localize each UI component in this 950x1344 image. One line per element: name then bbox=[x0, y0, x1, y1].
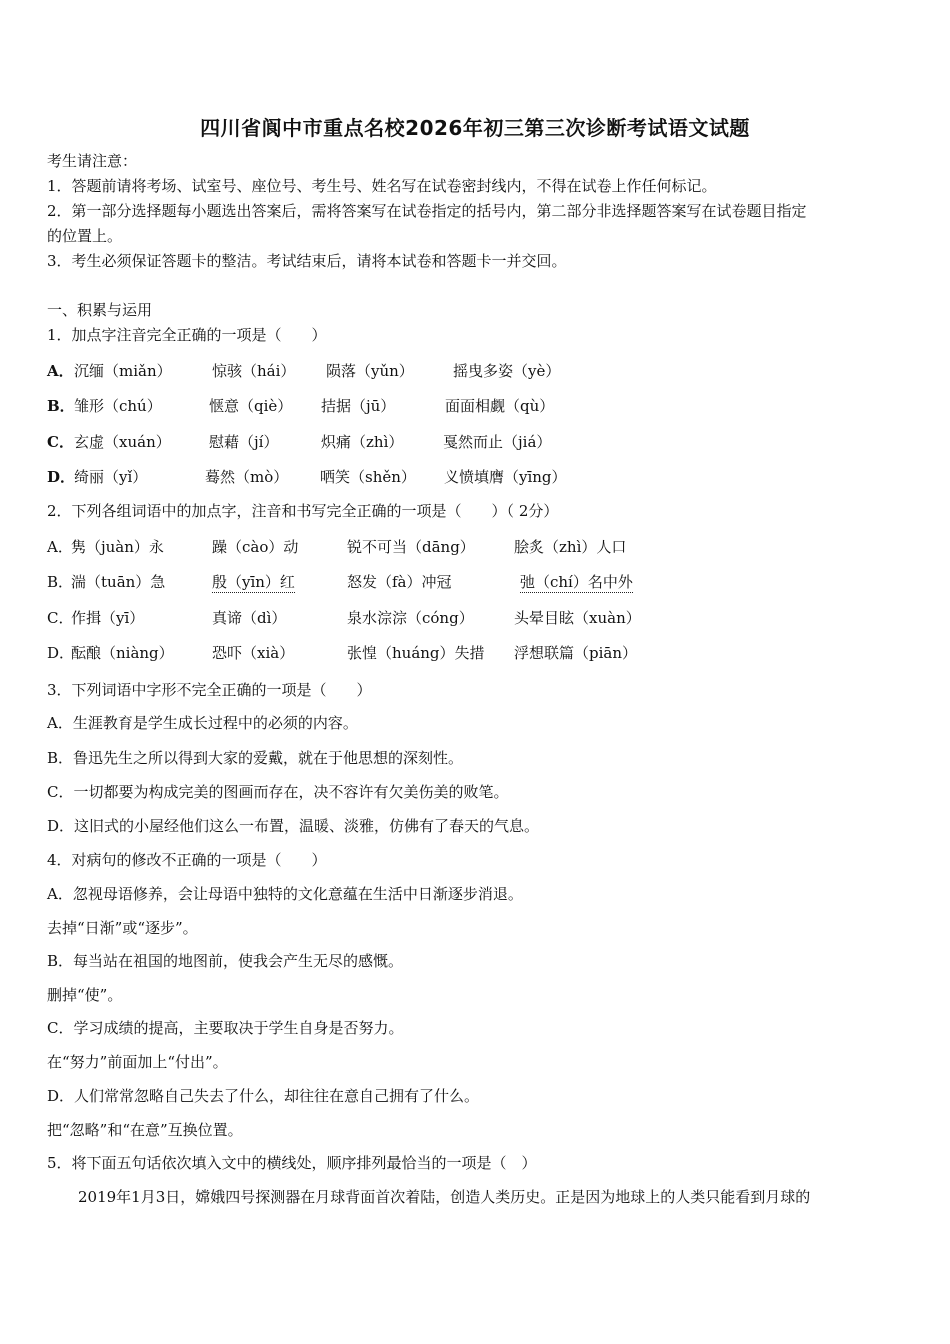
q2-option-b-item-2: 殷（yīn）红 bbox=[212, 573, 295, 591]
q4-option-d-fix: 把“忽略”和“在意”互换位置。 bbox=[47, 1121, 243, 1139]
q4-option-b: B．每当站在祖国的地图前，使我会产生无尽的感慨。 bbox=[47, 952, 404, 970]
option-label: A． bbox=[47, 362, 74, 380]
q4-option-c-fix: 在“努力”前面加上“付出”。 bbox=[47, 1053, 228, 1071]
q4-option-b-fix: 删掉“使”。 bbox=[47, 986, 123, 1004]
q3-option-a: A．生涯教育是学生成长过程中的必须的内容。 bbox=[47, 714, 358, 732]
notice-item-2-cont: 的位置上。 bbox=[47, 227, 123, 245]
q2-option-a-label: A． bbox=[47, 538, 73, 556]
q2-option-a-item-2: 躁（cào）动 bbox=[212, 538, 299, 556]
q1-option-b-item-1: 雏形（chú） bbox=[74, 397, 162, 415]
q2-stem: 2．下列各组词语中的加点字，注音和书写完全正确的一项是（ ）（ 2分） bbox=[47, 502, 559, 520]
q4-option-a-fix: 去掉“日渐”或“逐步”。 bbox=[47, 919, 198, 937]
option-label: C． bbox=[47, 433, 74, 451]
q2-option-c-label: C． bbox=[47, 609, 74, 627]
q3-option-d: D．这旧式的小屋经他们这么一布置，温暖、淡雅，仿佛有了春天的气息。 bbox=[47, 817, 540, 835]
q2-option-d-item-3: 张惶（huáng）失措 bbox=[347, 644, 485, 662]
q4-stem: 4．对病句的修改不正确的一项是（ ） bbox=[47, 851, 327, 869]
option-label: D． bbox=[47, 468, 76, 486]
q1-option-c-item-2: 慰藉（jí） bbox=[209, 433, 279, 451]
q2-option-a-item-1: 隽（juàn）永 bbox=[71, 538, 164, 556]
q2-option-b-item-4: 弛（chí）名中外 bbox=[520, 573, 633, 591]
q2-option-d-item-1: 酝酿（niàng） bbox=[71, 644, 174, 662]
q2-option-c-item-1: 作揖（yī） bbox=[71, 609, 145, 627]
q1-option-b-item-2: 惬意（qiè） bbox=[209, 397, 293, 415]
q1-option-c-label bbox=[47, 432, 74, 452]
q4-option-c: C．学习成绩的提高，主要取决于学生自身是否努力。 bbox=[47, 1019, 404, 1037]
q1-option-c-item-4: 戛然而止（jiá） bbox=[443, 433, 552, 451]
q1-option-a-item-1: 沉缅（miǎn） bbox=[74, 362, 172, 380]
section-heading: 一、积累与运用 bbox=[47, 301, 153, 319]
q1-option-b-item-3: 拮据（jū） bbox=[321, 397, 396, 415]
notice-item-3: 3．考生必须保证答题卡的整洁。考试结束后，请将本试卷和答题卡一并交回。 bbox=[47, 252, 567, 270]
q1-option-d-item-3: 哂笑（shěn） bbox=[320, 468, 416, 486]
document-title: 四川省阆中市重点名校2026年初三第三次诊断考试语文试题 bbox=[200, 116, 750, 140]
q1-option-c-item-3: 炽痛（zhì） bbox=[321, 433, 404, 451]
q2-option-d-item-4: 浮想联篇（piān） bbox=[514, 644, 638, 662]
q1-option-d-item-4: 义愤填膺（yīng） bbox=[444, 468, 567, 486]
notice-item-2: 2．第一部分选择题每小题选出答案后，需将答案写在试卷指定的括号内，第二部分非选择题答案写在试卷题目指定 bbox=[47, 202, 807, 220]
q1-option-a-label bbox=[47, 361, 74, 381]
q1-option-d-item-2: 蓦然（mò） bbox=[205, 468, 289, 486]
notice-heading: 考生请注意： bbox=[47, 152, 138, 170]
q3-option-c: C．一切都要为构成完美的图画而存在，决不容许有欠美伤美的败笔。 bbox=[47, 783, 509, 801]
q1-option-d-item-1: 绮丽（yǐ） bbox=[74, 468, 148, 486]
q2-option-b-item-1: 湍（tuān）急 bbox=[71, 573, 166, 591]
q4-option-d: D．人们常常忽略自己失去了什么，却往往在意自己拥有了什么。 bbox=[47, 1087, 480, 1105]
q1-stem: 1．加点字注音完全正确的一项是（ ） bbox=[47, 326, 327, 344]
notice-item-1: 1．答题前请将考场、试室号、座位号、考生号、姓名写在试卷密封线内，不得在试卷上作任何标记。 bbox=[47, 177, 717, 195]
q1-option-a-item-2: 惊骇（hái） bbox=[212, 362, 296, 380]
q2-option-a-item-4: 脍炙（zhì）人口 bbox=[514, 538, 627, 556]
q2-option-b-label: B． bbox=[47, 573, 74, 591]
q3-option-b: B．鲁迅先生之所以得到大家的爱戴，就在于他思想的深刻性。 bbox=[47, 749, 464, 767]
q2-option-a-item-3: 锐不可当（dāng） bbox=[347, 538, 475, 556]
q1-option-b-item-4: 面面相觑（qù） bbox=[445, 397, 555, 415]
q5-passage: 2019年1月3日，嫦娥四号探测器在月球背面首次着陆，创造人类历史。正是因为地球上的人类只能看到月球的 bbox=[78, 1188, 811, 1206]
q3-stem: 3．下列词语中字形不完全正确的一项是（ ） bbox=[47, 681, 372, 699]
q2-option-b-item-3: 怒发（fà）冲冠 bbox=[347, 573, 452, 591]
q1-option-d-label bbox=[47, 467, 75, 487]
q2-option-d-item-2: 恐吓（xià） bbox=[212, 644, 295, 662]
q4-option-a: A．忽视母语修养，会让母语中独特的文化意蕴在生活中日渐逐步消退。 bbox=[47, 885, 523, 903]
q1-option-b-label bbox=[47, 396, 75, 416]
q5-stem: 5．将下面五句话依次填入文中的横线处，顺序排列最恰当的一项是（ ） bbox=[47, 1154, 537, 1172]
q2-option-d-label: D． bbox=[47, 644, 75, 662]
q2-option-c-item-3: 泉水淙淙（cóng） bbox=[347, 609, 474, 627]
q1-option-a-item-3: 陨落（yǔn） bbox=[326, 362, 414, 380]
q2-option-c-item-4: 头晕目眩（xuàn） bbox=[514, 609, 641, 627]
option-label: B． bbox=[47, 397, 75, 415]
q1-option-c-item-1: 玄虚（xuán） bbox=[74, 433, 171, 451]
q2-option-c-item-2: 真谛（dì） bbox=[212, 609, 287, 627]
q1-option-a-item-4: 摇曳多姿（yè） bbox=[453, 362, 561, 380]
